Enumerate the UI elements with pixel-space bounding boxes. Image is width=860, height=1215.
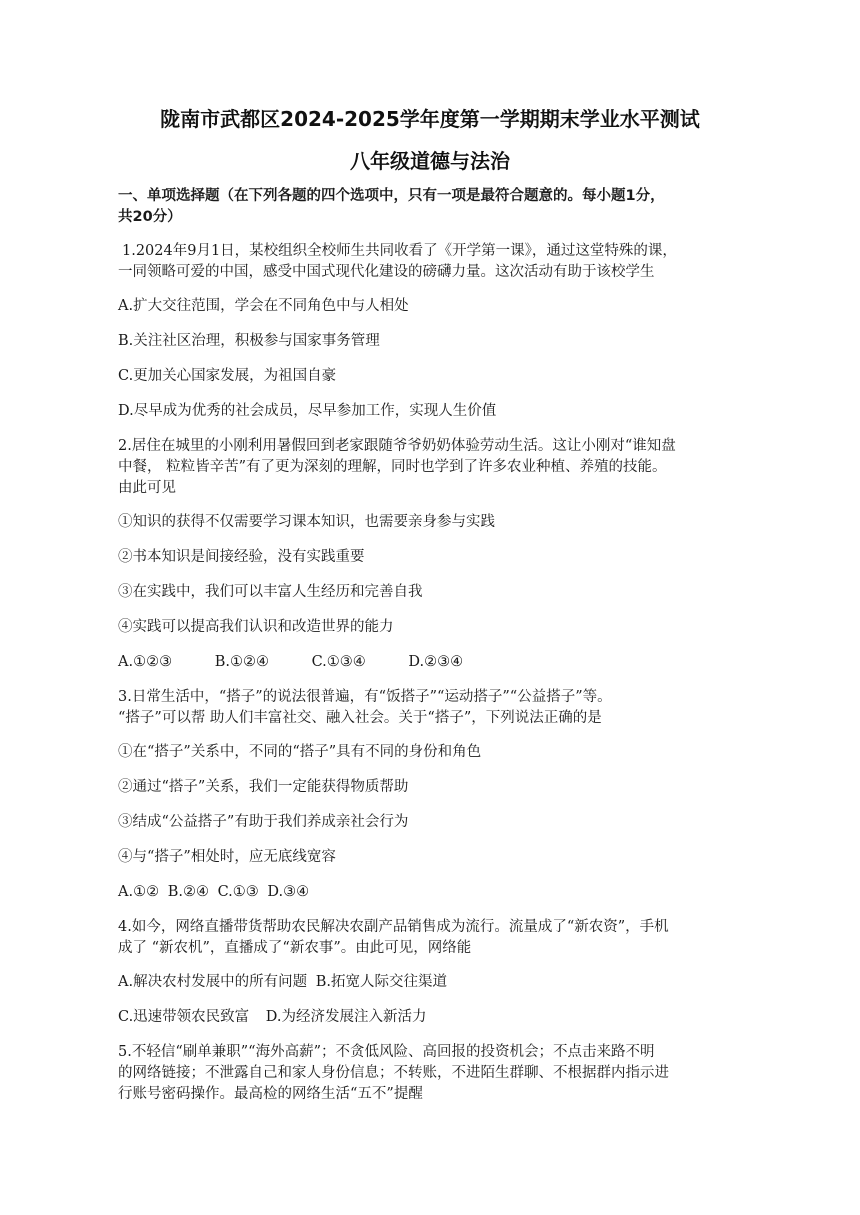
q2-option-b: B.①②④	[214, 654, 269, 670]
q2-option-d: D.②③④	[408, 654, 464, 670]
q4-option-b: B.拓宽人际交往渠道	[315, 974, 447, 990]
q2-stem-line2: 中餐， 粒粒皆辛苦”有了更为深刻的理解，同时也学到了许多农业种植、养殖的技能。	[118, 459, 667, 475]
q2-statement-2: ②书本知识是间接经验，没有实践重要	[118, 549, 365, 565]
q2-stem-line3: 由此可见	[118, 480, 176, 496]
q4-stem-line2: 成了 “新农机”，直播成了“新农事”。由此可见，网络能	[118, 940, 472, 956]
q4-option-d: D.为经济发展注入新活力	[265, 1009, 427, 1025]
q2-stem-line1: 2.居住在城里的小刚利用暑假回到老家跟随爷爷奶奶体验劳动生活。这让小刚对“谁知盘	[118, 438, 676, 454]
q3-statement-1: ①在“搭子”关系中，不同的“搭子”具有不同的身份和角色	[118, 744, 482, 760]
q1-stem-line2: 一同领略可爱的中国，感受中国式现代化建设的磅礴力量。这次活动有助于该校学生	[118, 264, 655, 280]
q3-statement-3: ③结成“公益搭子”有助于我们养成亲社会行为	[118, 814, 409, 830]
q3-option-c: C.①③	[217, 884, 259, 900]
q3-stem-line2: “搭子”可以帮 助人们丰富社交、融入社会。关于“搭子”，下列说法正确的是	[118, 710, 602, 726]
exam-title: 陇南市武都区2024-2025学年度第一学期期末学业水平测试	[160, 107, 700, 131]
section-heading-line1: 一、单项选择题（在下列各题的四个选项中，只有一项是最符合题意的。每小题1分，	[118, 188, 665, 204]
q3-options	[118, 882, 743, 903]
q4-option-c: C.迅速带领农民致富	[118, 1009, 250, 1025]
q5-stem-line3: 行账号密码操作。最高检的网络生活“五不”提醒	[118, 1086, 423, 1102]
exam-subtitle: 八年级道德与法治	[350, 149, 510, 173]
q1-option-d: D.尽早成为优秀的社会成员，尽早参加工作，实现人生价值	[118, 403, 497, 419]
q2-option-a: A.①②③	[118, 654, 173, 670]
q2-option-c: C.①③④	[311, 654, 366, 670]
q2-options	[118, 652, 743, 673]
q2-statement-3: ③在实践中，我们可以丰富人生经历和完善自我	[118, 584, 423, 600]
q3-stem-line1: 3.日常生活中，“搭子”的说法很普遍，有“饭搭子”“运动搭子”“公益搭子”等。	[118, 689, 612, 705]
q4-options-row1	[118, 972, 743, 993]
q1-option-c: C.更加关心国家发展，为祖国自豪	[118, 368, 337, 384]
q3-statement-4: ④与“搭子”相处时，应无底线宽容	[118, 849, 336, 865]
q1-option-b: B.关注社区治理，积极参与国家事务管理	[118, 333, 380, 349]
q2-statement-1: ①知识的获得不仅需要学习课本知识，也需要亲身参与实践	[118, 514, 495, 530]
q2-statement-4: ④实践可以提高我们认识和改造世界的能力	[118, 619, 394, 635]
q3-option-a: A.①②	[118, 884, 160, 900]
q4-options-row2	[118, 1007, 743, 1028]
q1-stem-line1: 1.2024年9月1日，某校组织全校师生共同收看了《开学第一课》，通过这堂特殊的课，	[122, 243, 677, 259]
q5-stem-line2: 的网络链接；不泄露自己和家人身份信息；不转账，不进陌生群聊、不根据群内指示进	[118, 1065, 669, 1081]
q3-option-b: B.②④	[167, 884, 209, 900]
q4-stem-line1: 4.如今，网络直播带货帮助农民解决农副产品销售成为流行。流量成了“新农资”，手机	[118, 919, 669, 935]
q5-stem-line1: 5.不轻信“刷单兼职”“海外高薪”；不贪低风险、高回报的投资机会；不点击来路不明	[118, 1044, 655, 1060]
q4-option-a: A.解决农村发展中的所有问题	[118, 974, 308, 990]
section-heading-line2: 共20分）	[118, 209, 182, 225]
q1-option-a: A.扩大交往范围，学会在不同角色中与人相处	[118, 298, 409, 314]
q3-statement-2: ②通过“搭子”关系，我们一定能获得物质帮助	[118, 779, 409, 795]
q3-option-d: D.③④	[267, 884, 310, 900]
